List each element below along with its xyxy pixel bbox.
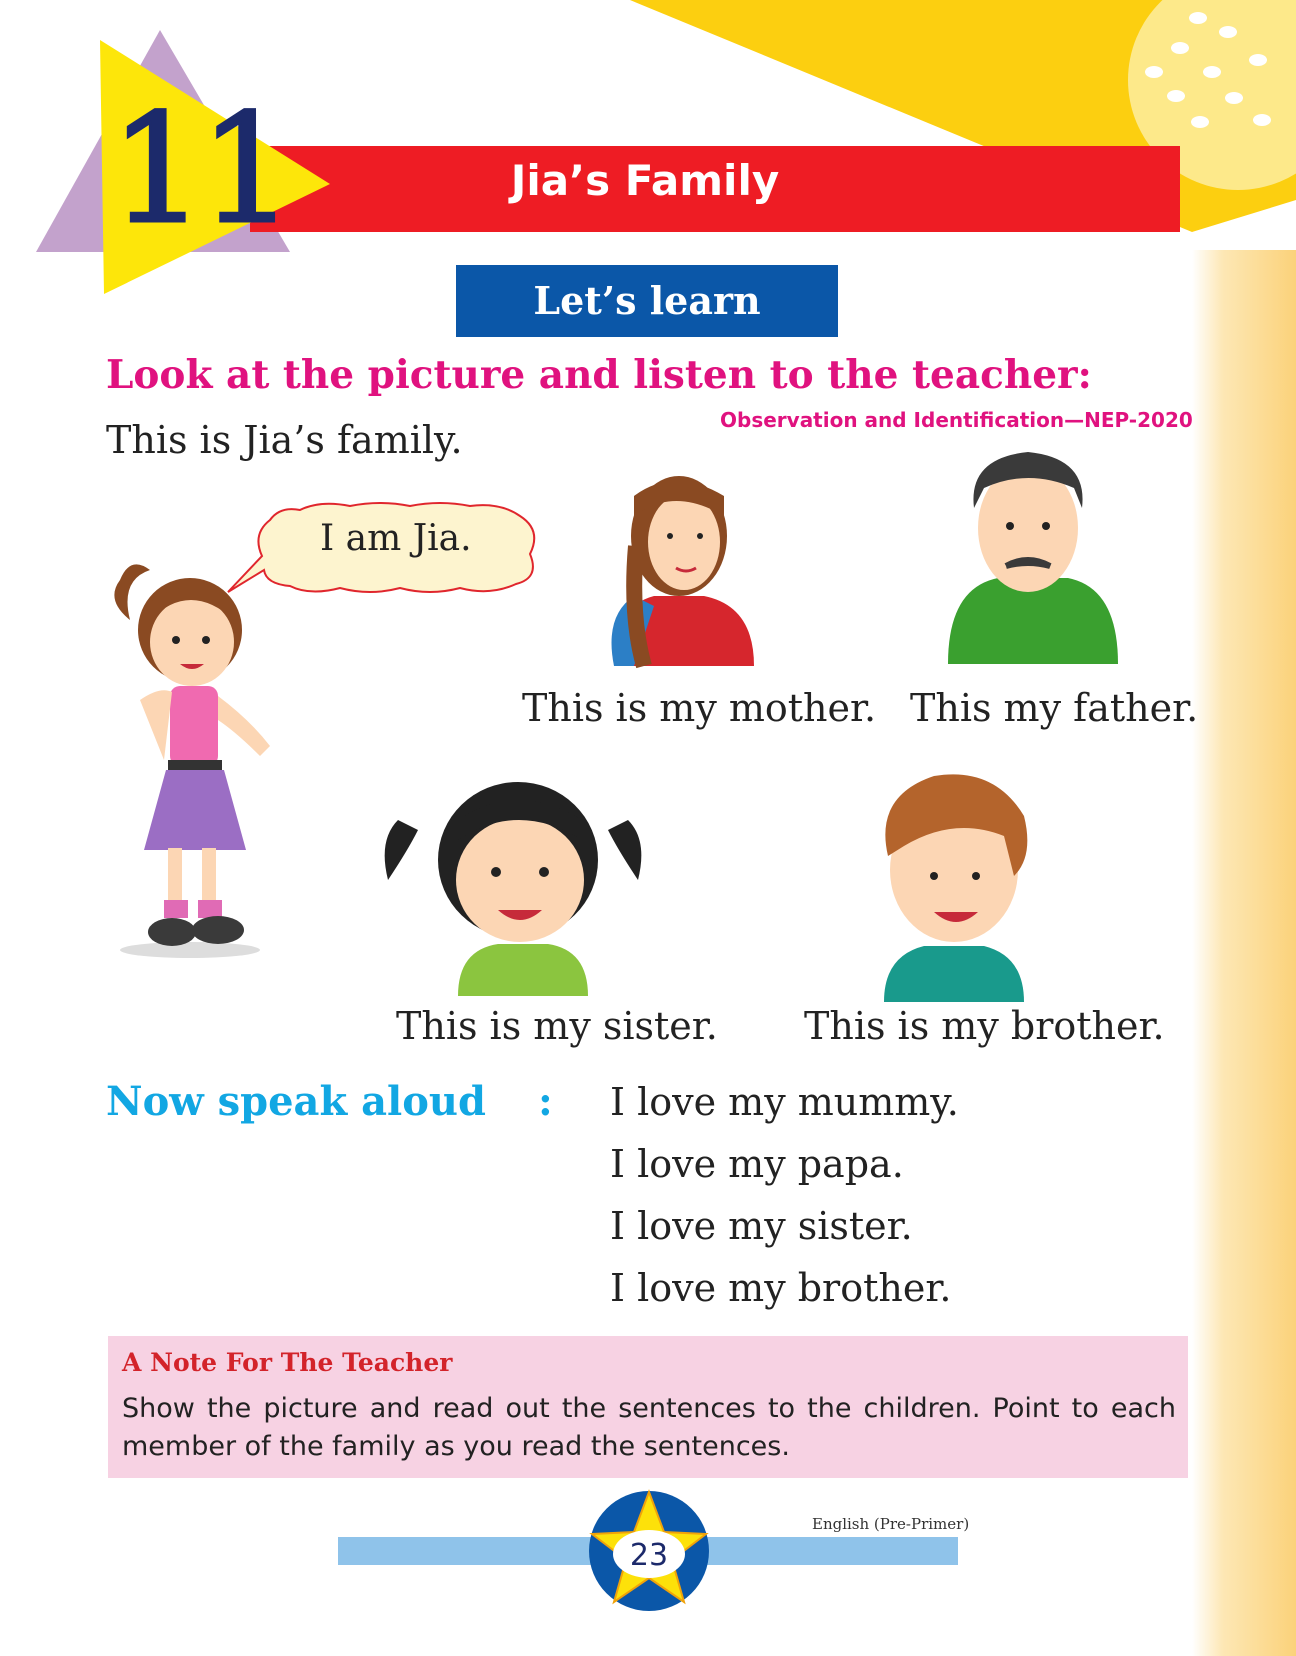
page-number: 23 bbox=[629, 1538, 669, 1573]
father-illustration bbox=[928, 438, 1128, 668]
jia-illustration bbox=[100, 560, 290, 960]
speak-line: I love my papa. bbox=[610, 1142, 904, 1186]
teacher-note-body: Show the picture and read out the sentences to the children. Point to each member of the family as you read the sentences. bbox=[122, 1393, 1176, 1462]
caption-sister: This is my sister. bbox=[396, 1004, 718, 1048]
caption-mother: This is my mother. bbox=[522, 686, 877, 730]
speak-line: I love my mummy. bbox=[610, 1080, 959, 1124]
instruction-heading: Look at the picture and listen to the teacher: bbox=[106, 352, 1092, 398]
nep-tag: Observation and Identification—NEP-2020 bbox=[720, 408, 1193, 432]
speak-line: I love my brother. bbox=[610, 1266, 952, 1310]
chapter-number: 11 bbox=[110, 83, 289, 257]
teacher-note-title: A Note For The Teacher bbox=[122, 1348, 453, 1377]
mother-illustration bbox=[594, 456, 764, 676]
sister-illustration bbox=[378, 760, 648, 1000]
caption-father: This my father. bbox=[910, 686, 1199, 730]
speak-aloud-label: Now speak aloud bbox=[106, 1078, 486, 1125]
page-edge-gradient bbox=[1192, 250, 1296, 1656]
chapter-title: Jia’s Family bbox=[510, 156, 780, 205]
brother-illustration bbox=[864, 766, 1044, 1006]
book-title: English (Pre-Primer) bbox=[812, 1515, 970, 1533]
speak-aloud-colon: : bbox=[538, 1078, 553, 1125]
speak-line: I love my sister. bbox=[610, 1204, 913, 1248]
intro-text: This is Jia’s family. bbox=[106, 418, 463, 462]
caption-brother: This is my brother. bbox=[804, 1004, 1165, 1048]
speech-bubble-text: I am Jia. bbox=[320, 518, 472, 559]
section-label: Let’s learn bbox=[456, 265, 838, 337]
